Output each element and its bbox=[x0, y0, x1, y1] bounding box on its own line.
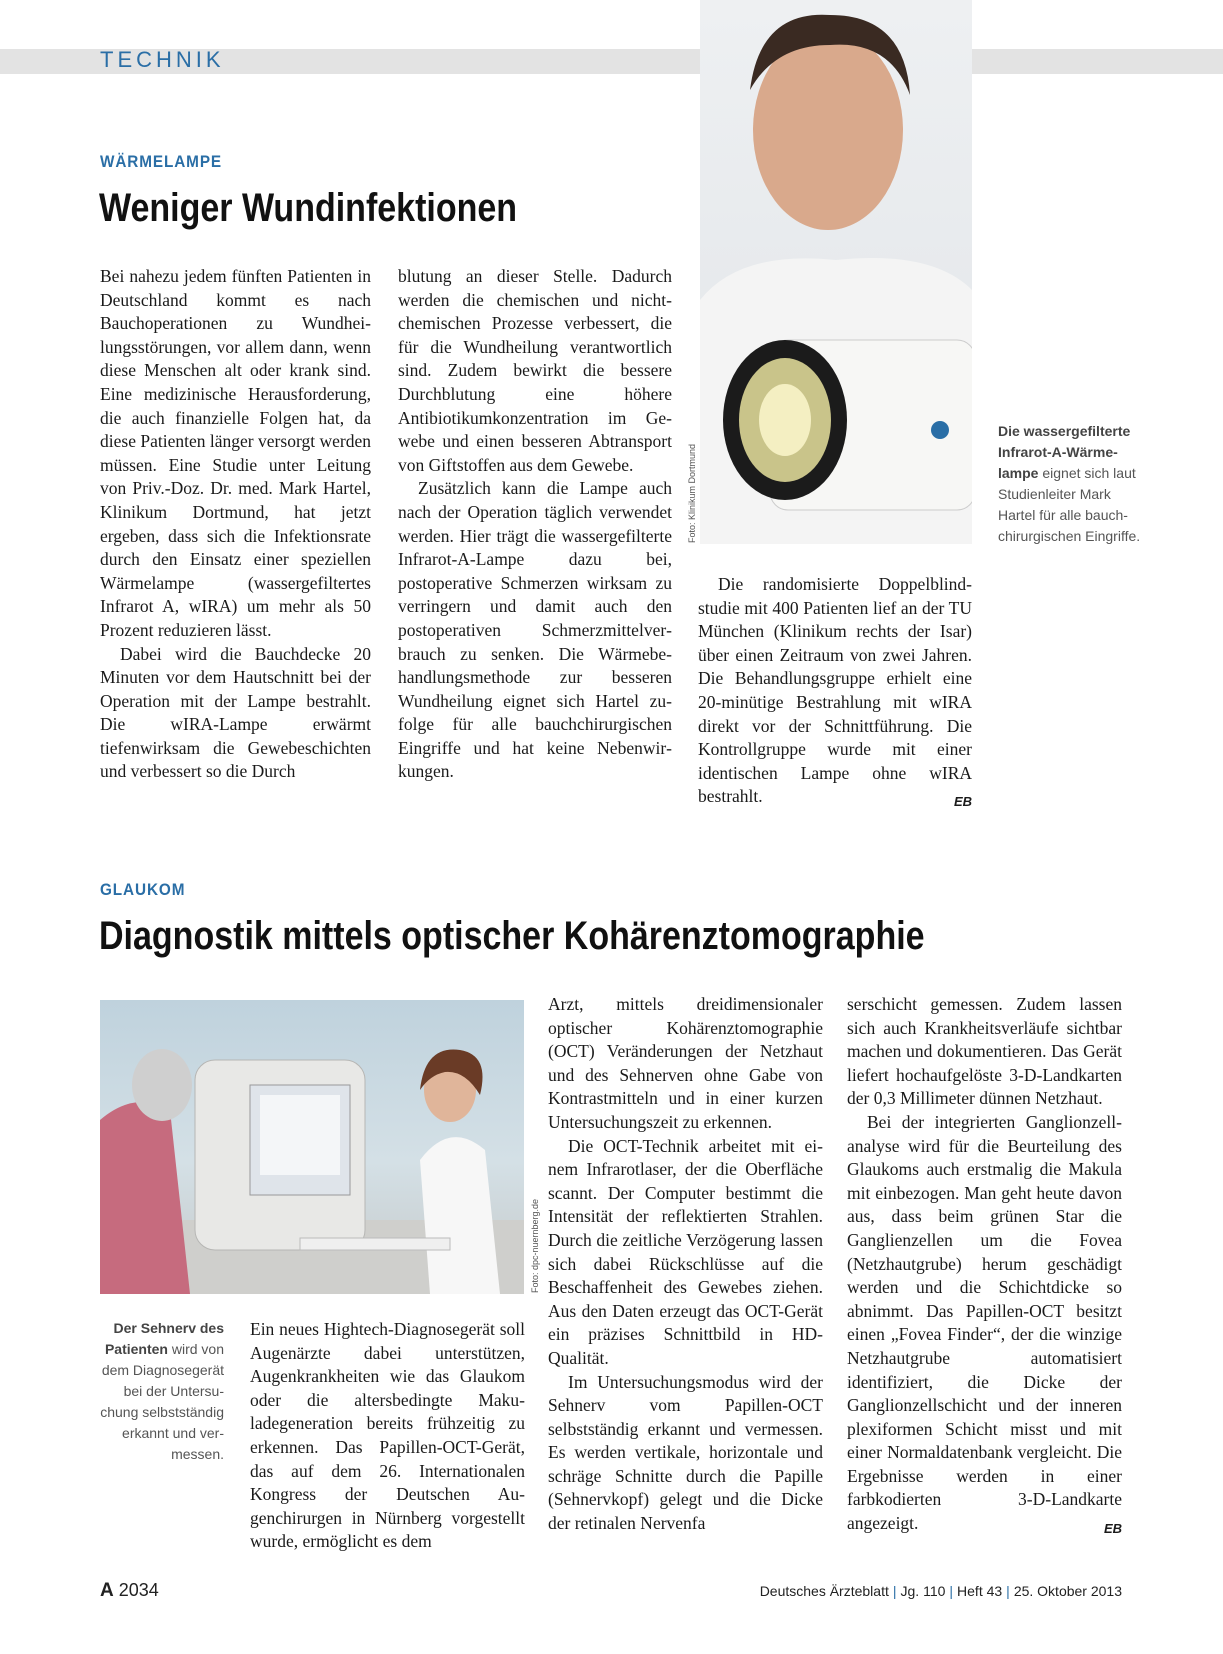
article1-column-3 bbox=[698, 573, 972, 814]
oct-exam-illustration bbox=[100, 1000, 524, 1294]
publication-volume: Jg. 110 bbox=[900, 1583, 946, 1599]
article2-kicker: GLAUKOM bbox=[100, 880, 186, 899]
publication-info: Deutsches Ärzteblatt | Jg. 110 | Heft 43 | 25. Oktober 2013 bbox=[759, 1583, 1122, 1599]
paragraph: blutung an dieser Stelle. Dadurch werden die chemischen und nichtchemischen Prozesse verbessert, die für die Wundheilung verantwortlich sind. Zudem bewirkt die bessere Durchblutung eine höhere Antibiotikumkonzentration im Gewebe und einen besseren Abtransport von Giftstoffen aus dem Gewebe. bbox=[398, 266, 672, 475]
doctor-with-lamp-illustration bbox=[700, 0, 972, 544]
paragraph: Arzt, mittels dreidimensionaler optischer Kohärenztomographie (OCT) Veränderungen der Netzhaut und des Sehnerven ohne Gabe von Kontrastmitteln und in einer kurzen Untersuchungszeit zu erkennen. bbox=[548, 994, 823, 1132]
caption-bold: Die wassergefilterte Infrarot-A-Wärmelampe bbox=[998, 423, 1131, 481]
article2-column-1 bbox=[250, 1318, 525, 1554]
paragraph: Die OCT-Technik arbeitet mit einem Infrarotlaser, der die Oberfläche scannt. Der Computer bestimmt die Intensität der reflektierten Strahlen. Durch die zeitliche Verzögerung lassen sich dabei Rückschlüsse auf die Beschaffenheit des Gewebes ziehen. Aus den Daten erzeugt das OCT-Gerät ein präzises Schnittbild in HD-Qualität. bbox=[548, 1135, 823, 1368]
page-number-value: 2034 bbox=[118, 1580, 159, 1600]
article1-headline: Weniger Wundinfektionen bbox=[99, 186, 518, 230]
paragraph: Zusätzlich kann die Lampe auch nach der Operation täglich verwendet werden. Hier trägt die wassergefilterte Infrarot-A-Lampe dazu bei, postoperative Schmerzen wirksam zu verringern und damit auch den postoperativen Schmerzmittelverbrauch zu senken. Die Wärmebehandlungsmethode zur besseren Wundheilung eignet sich Hartel zufolge für alle bauchchirurgischen Eingriffe und hat keine Nebenwirkungen. bbox=[398, 478, 672, 782]
article2-caption bbox=[100, 1318, 224, 1465]
article1-column-1 bbox=[100, 265, 371, 784]
section-label: TECHNIK bbox=[100, 47, 225, 72]
article2-column-2 bbox=[548, 993, 823, 1536]
article2-signature: EB bbox=[1103, 1520, 1122, 1536]
caption-text: eignet sich laut Studienleiter Mark Hartel für alle bauchchirurgischen Eingriffe. bbox=[998, 465, 1141, 544]
page-number bbox=[100, 1580, 159, 1602]
publication-name: Deutsches Ärzteblatt bbox=[759, 1583, 889, 1599]
article2-photo-credit: Foto: dpc-nuernberg.de bbox=[530, 1198, 540, 1293]
publication-issue: Heft 43 bbox=[957, 1583, 1003, 1599]
article2-photo bbox=[100, 1000, 524, 1294]
page-prefix: A bbox=[100, 1580, 114, 1601]
paragraph: Bei nahezu jedem fünften Patienten in Deutschland kommt es nach Bauchoperationen zu Wundheilungsstörungen, vor allem dann, wenn diese Menschen alt oder krank sind. Eine medizinische Herausforderung, die auch finanzielle Folgen hat, da diese Patienten länger versorgt werden müssen. Eine Studie unter Leitung von Priv.-Doz. Dr. med. Mark Hartel, Klinikum Dortmund, hat jetzt ergeben, dass sich die Infektionsrate durch den Einsatz einer speziellen Wärmelampe (wassergefiltertes Infrarot A, wIRA) um mehr als 50 Prozent reduzieren lässt. bbox=[100, 266, 371, 640]
paragraph: serschicht gemessen. Zudem lassen sich auch Krankheitsverläufe sichtbar machen und dokumentieren. Das Gerät liefert hochaufgelöste 3-D-Landkarten der 0,3 Millimeter dünnen Netzhaut. bbox=[847, 994, 1122, 1109]
article1-photo bbox=[700, 0, 972, 544]
article1-photo-credit: Foto: Klinikum Dortmund bbox=[687, 443, 697, 543]
paragraph: Bei der integrierten Ganglionzellanalyse wird für die Beurteilung des Glaukoms auch erstmalig die Makula mit einbezogen. Man geht heute davon aus, dass beim grünen Star die Ganglienzellen um die Fovea (Netzhautgrube) herum geschädigt werden und die Schichtdicke so abnimmt. Das Papillen-OCT besitzt einen „Fovea Finder“, der die winzige Netzhautgrube automatisiert identifiziert, die Dicke der Ganglionzellschicht und der inneren plexiformen Schicht misst und mit einer Normaldatenbank vergleicht. Die Ergebnisse werden in einer farbkodierten 3-D-Landkarte angezeigt. bbox=[847, 1111, 1122, 1534]
publication-date: 25. Oktober 2013 bbox=[1013, 1583, 1122, 1599]
caption-bold: Der Sehnerv des Patienten bbox=[104, 1320, 224, 1357]
article1-caption bbox=[998, 421, 1148, 547]
paragraph: Ein neues Hightech-Diagnosegerät soll Augenärzte dabei unterstützen, Augenkrankheiten wie das Glaukom oder die altersbedingte Makuladegeneration bereits frühzeitig zu erkennen. Das Papillen-OCT-Gerät, das auf dem 26. Internationalen Kongress der Deutschen Augenchirurgen in Nürnberg vorgestellt wurde, ermöglicht es dem bbox=[250, 1319, 525, 1552]
paragraph: Im Untersuchungsmodus wird der Sehnerv vom Papillen-OCT selbstständig erkannt und vermessen. Es werden vertikale, horizontale und schräge Schnitte durch die Papille (Sehnervkopf) gelegt und die Dicke der retinalen Nervenfa bbox=[548, 1371, 823, 1534]
article2-column-3 bbox=[847, 993, 1122, 1540]
article1-signature: EB bbox=[953, 793, 972, 809]
article2-headline: Diagnostik mittels optischer Kohärenztomographie bbox=[99, 914, 925, 958]
caption-text: wird von dem Diagnosegerät bei der Untersuchung selbstständig erkannt und vermessen. bbox=[100, 1341, 224, 1462]
article1-column-2 bbox=[398, 265, 672, 784]
paragraph: Die randomisierte Doppelblindstudie mit 400 Patienten lief an der TU München (Klinikum rechts der Isar) über einen Zeitraum von zwei Jahren. Die Behandlungsgruppe erhielt eine 20-minütige Bestrahlung mit wIRA direkt vor der Schnittführung. Die Kontrollgruppe wurde mit einer identischen Lampe ohne wIRA bestrahlt. bbox=[698, 574, 972, 807]
article1-kicker: WÄRMELAMPE bbox=[100, 152, 223, 171]
paragraph: Dabei wird die Bauchdecke 20 Minuten vor dem Hautschnitt bei der Operation mit der Lampe bestrahlt. Die wIRA-Lampe erwärmt tiefenwirksam die Gewebeschichten und verbessert so die Durch bbox=[100, 643, 371, 782]
